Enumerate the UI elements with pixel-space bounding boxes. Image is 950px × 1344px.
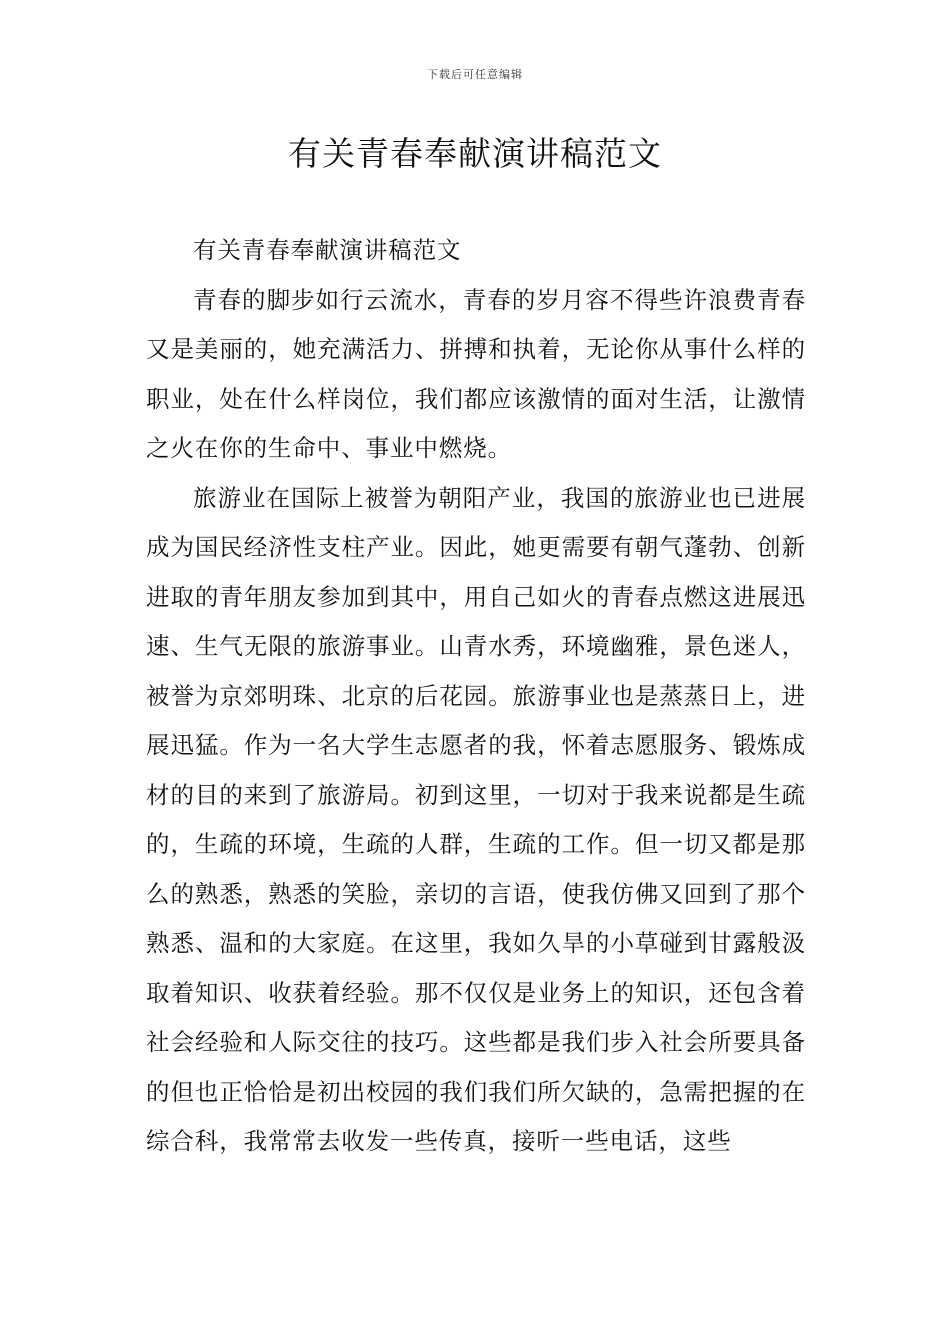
header-note: 下载后可任意编辑 (427, 68, 523, 81)
paragraph-1: 青春的脚步如行云流水，青春的岁月容不得些许浪费青春又是美丽的，她充满活力、拼搏和执着，无论你从事什么样的职业，处在什么样岗位，我们都应该激情的面对生活，让激情之火在你的生命中、事业中燃烧。 (146, 285, 806, 462)
document-body (146, 226, 806, 1167)
paragraph-2: 旅游业在国际上被誉为朝阳产业，我国的旅游业也已进展成为国民经济性支柱产业。因此，她更需要有朝气蓬勃、创新进取的青年朋友参加到其中，用自己如火的青春点燃这进展迅速、生气无限的旅游事业。山青水秀，环境幽雅，景色迷人，被誉为京郊明珠、北京的后花园。旅游事业也是蒸蒸日上，进展迅猛。作为一名大学生志愿者的我，怀着志愿服务、锻炼成材的目的来到了旅游局。初到这里，一切对于我来说都是生疏的，生疏的环境，生疏的人群，生疏的工作。但一切又都是那么的熟悉，熟悉的笑脸，亲切的言语，使我仿佛又回到了那个熟悉、温和的大家庭。在这里，我如久旱的小草碰到甘露般汲取着知识、收获着经验。那不仅仅是业务上的知识，还包含着社会经验和人际交往的技巧。这些都是我们步入社会所要具备的但也正恰恰是初出校园的我们我们所欠缺的，急需把握的在综合科，我常常去收发一些传真，接听一些电话，这些 (146, 483, 806, 1155)
document-subtitle: 有关青春奉献演讲稿范文 (193, 236, 462, 264)
document-title: 有关青春奉献演讲稿范文 (288, 134, 662, 173)
